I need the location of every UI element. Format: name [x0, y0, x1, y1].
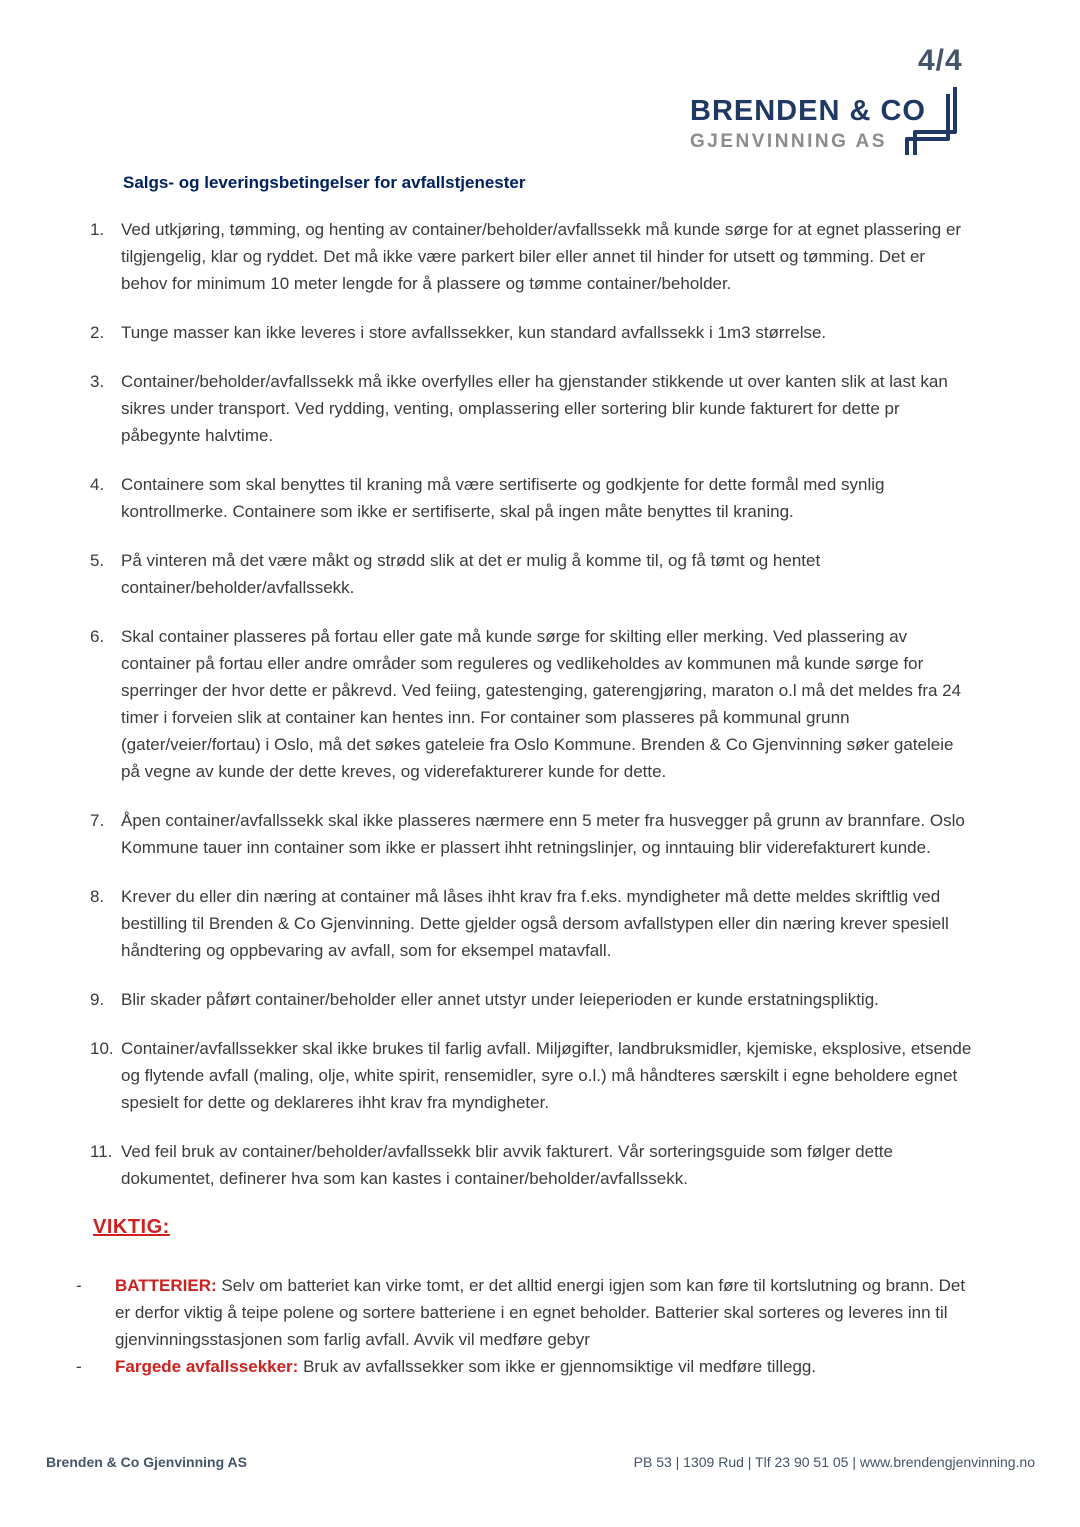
term-text: Container/beholder/avfallssekk må ikke overfylles eller ha gjenstander stikkende ut over kanten slik at last kan sikres under transport. Ved rydding, venting, omplassering eller sortering blir kunde fakturert for dette pr påbegynte halvtime. [121, 372, 948, 445]
company-logo [690, 96, 926, 153]
term-number: 8. [90, 887, 105, 906]
page-number: 4/4 [918, 44, 963, 77]
logo-subtitle: GJENVINNING AS [690, 130, 887, 152]
bullet-lead: BATTERIER: [115, 1276, 217, 1295]
term-item [90, 319, 974, 346]
term-number: 3. [90, 372, 105, 391]
term-number: 11. [90, 1142, 113, 1161]
term-text: Containere som skal benyttes til kraning må være sertifiserte og godkjente for dette formål med synlig kontrollmerke. Containere som ikke er sertifiserte, skal på ingen måte benyttes til kraning. [121, 475, 885, 521]
terms-list [90, 216, 974, 1192]
logo-corner-mark-icon [903, 85, 961, 157]
term-item [90, 471, 974, 525]
bullet-text: BATTERIER: Selv om batteriet kan virke tomt, er det alltid energi igjen som kan føre til kortslutning og brann. Det er derfor viktig å teipe polene og sortere batteriene i en egnet beholder. Batterier skal sorteres og leveres inn til gjenvinningsstasjonen som farlig avfall. Avvik vil medføre gebyr [115, 1276, 966, 1349]
term-number: 1. [90, 220, 105, 239]
term-text: Blir skader påført container/beholder eller annet utstyr under leieperioden er kunde erstatningspliktig. [121, 990, 879, 1009]
footer-contact: PB 53 | 1309 Rud | Tlf 23 90 51 05 | www.brendengjenvinning.no [633, 1454, 1035, 1470]
term-item [90, 807, 974, 861]
document-title: Salgs- og leveringsbetingelser for avfallstjenester [123, 173, 526, 192]
term-text: Ved utkjøring, tømming, og henting av container/beholder/avfallssekk må kunde sørge for at egnet plassering er tilgjengelig, klar og ryddet. Det må ikke være parkert biler eller annet til hinder for utsett og tømming. Det er behov for minimum 10 meter lengde for å plassere og tømme container/beholder. [121, 220, 962, 293]
important-list [76, 1272, 974, 1380]
page-footer [46, 1454, 1035, 1470]
term-text: På vinteren må det være måkt og strødd slik at det er mulig å komme til, og få tømt og hentet container/beholder/avfallssekk. [121, 551, 821, 597]
term-text: Krever du eller din næring at container må låses ihht krav fra f.eks. myndigheter må dette meldes skriftlig ved bestilling til Brenden & Co Gjenvinning. Dette gjelder også dersom avfallstypen eller din næring krever spesiell håndtering og oppbevaring av avfall, som for eksempel matavfall. [121, 887, 949, 960]
term-item [90, 1138, 974, 1192]
term-item [90, 623, 974, 785]
important-item [76, 1272, 974, 1353]
term-number: 10. [90, 1039, 114, 1058]
term-item [90, 547, 974, 601]
term-item [90, 986, 974, 1013]
footer-company: Brenden & Co Gjenvinning AS [46, 1454, 247, 1470]
term-text: Åpen container/avfallssekk skal ikke plasseres nærmere enn 5 meter fra husvegger på grunn av brannfare. Oslo Kommune tauer inn container som ikke er plassert ihht retningslinjer, og inntauing blir viderefakturert kunde. [121, 811, 965, 857]
term-number: 9. [90, 990, 105, 1009]
term-text: Ved feil bruk av container/beholder/avfallssekk blir avvik fakturert. Vår sorteringsguide som følger dette dokumentet, definerer hva som kan kastes i container/beholder/avfallssekk. [121, 1142, 893, 1188]
term-number: 4. [90, 475, 105, 494]
term-item [90, 883, 974, 964]
important-item [76, 1353, 974, 1380]
term-number: 5. [90, 551, 105, 570]
page-header [0, 0, 1080, 172]
term-number: 6. [90, 627, 105, 646]
bullet-text: Fargede avfallssekker: Bruk av avfallssekker som ikke er gjennomsiktige vil medføre tillegg. [115, 1357, 817, 1376]
term-item [90, 368, 974, 449]
term-item [90, 1035, 974, 1116]
term-number: 7. [90, 811, 105, 830]
bullet-lead: Fargede avfallssekker: [115, 1357, 299, 1376]
term-text: Skal container plasseres på fortau eller gate må kunde sørge for skilting eller merking. Ved plassering av container på fortau eller andre områder som reguleres og vedlikeholdes av kommunen må kunde sørge for sperringer der hvor dette er påkrevd. Ved feiing, gatestenging, gaterengjøring, maraton o.l må det meldes fra 24 timer i forveien slik at container kan hentes inn. For container som plasseres på kommunal grunn (gater/veier/fortau) i Oslo, må det søkes gateleie fra Oslo Kommune. Brenden & Co Gjenvinning søker gateleie på vegne av kunde der dette kreves, og viderefakturerer kunde for dette. [121, 627, 962, 781]
bullet-marker: - [76, 1276, 82, 1295]
term-item [90, 216, 974, 297]
viktig-heading: VIKTIG: [93, 1216, 170, 1238]
logo-name: BRENDEN & CO [690, 95, 926, 127]
term-text: Container/avfallssekker skal ikke brukes til farlig avfall. Miljøgifter, landbruksmidler, kjemiske, eksplosive, etsende og flytende avfall (maling, olje, white spirit, rensemidler, syre o.l.) må håndteres særskilt i egne beholdere egnet spesielt for dette og deklareres ihht krav fra myndigheter. [121, 1039, 972, 1112]
term-number: 2. [90, 323, 105, 342]
bullet-marker: - [76, 1357, 82, 1376]
term-text: Tunge masser kan ikke leveres i store avfallssekker, kun standard avfallssekk i 1m3 størrelse. [121, 323, 827, 342]
